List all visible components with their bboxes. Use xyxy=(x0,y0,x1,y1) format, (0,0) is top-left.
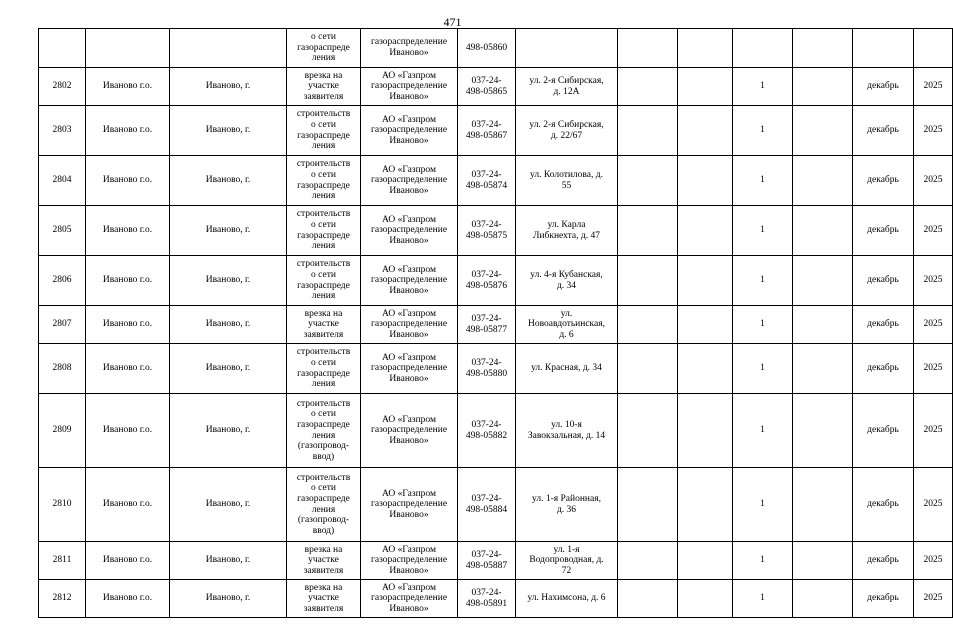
code-cell xyxy=(458,394,516,468)
district-cell: Иваново г.о. xyxy=(86,68,170,106)
owner-cell-line: газораспределение xyxy=(370,425,448,436)
code-cell-line: 037-24- xyxy=(471,169,502,180)
year-cell: 2025 xyxy=(914,394,953,468)
owner-cell-line: АО «Газпром xyxy=(381,114,436,125)
owner-cell xyxy=(361,344,458,394)
owner-cell xyxy=(361,306,458,344)
work-type-cell-line: ввод) xyxy=(312,525,335,536)
empty-cell xyxy=(793,394,853,468)
work-type-cell-line: о сети xyxy=(311,269,336,280)
address-cell xyxy=(516,68,618,106)
address-cell-line: ул. 1-я xyxy=(553,544,580,555)
empty-cell xyxy=(678,394,733,468)
empty-cell xyxy=(678,256,733,306)
owner-cell-line: Иваново» xyxy=(389,603,429,614)
owner-cell-line: Иваново» xyxy=(389,285,429,296)
year-cell: 2025 xyxy=(914,468,953,542)
owner-cell xyxy=(361,542,458,580)
month-cell: декабрь xyxy=(853,344,914,394)
work-type-cell xyxy=(287,394,361,468)
work-type-cell-line: о сети xyxy=(311,169,336,180)
empty-cell xyxy=(793,106,853,156)
count-cell: 1 xyxy=(733,580,793,618)
code-cell xyxy=(458,306,516,344)
owner-cell-line: газораспределение xyxy=(370,593,448,604)
owner-cell xyxy=(361,29,458,68)
address-cell-line: ул. 2-я Сибирская, xyxy=(529,119,604,130)
empty-cell xyxy=(678,156,733,206)
work-type-cell-line: (газопровод- xyxy=(297,515,350,526)
table-row xyxy=(39,256,953,306)
owner-cell-line: газораспределение xyxy=(370,319,448,330)
address-cell-line: д. 34 xyxy=(556,280,577,291)
code-cell-line: 498-05877 xyxy=(465,324,508,335)
empty-cell xyxy=(793,206,853,256)
owner-cell-line: Иваново» xyxy=(389,329,429,340)
month-cell: декабрь xyxy=(853,580,914,618)
locality-cell: Иваново, г. xyxy=(170,68,287,106)
work-type-cell-line: врезка на xyxy=(304,544,343,555)
work-type-cell-line: строительств xyxy=(296,259,351,270)
empty-cell xyxy=(618,156,678,206)
locality-cell: Иваново, г. xyxy=(170,542,287,580)
code-cell-line: 037-24- xyxy=(471,419,502,430)
address-cell xyxy=(516,206,618,256)
owner-cell-line: Иваново» xyxy=(389,435,429,446)
work-type-cell-line: ления xyxy=(311,141,336,152)
table-row xyxy=(39,206,953,256)
locality-cell: Иваново, г. xyxy=(170,580,287,618)
work-type-cell-line: о сети xyxy=(311,483,336,494)
locality-cell: Иваново, г. xyxy=(170,394,287,468)
code-cell-line: 498-05884 xyxy=(465,504,508,515)
district-cell: Иваново г.о. xyxy=(86,206,170,256)
empty-cell xyxy=(678,68,733,106)
work-type-cell-line: ления xyxy=(311,430,336,441)
empty-cell xyxy=(793,256,853,306)
work-type-cell-line: ления xyxy=(311,291,336,302)
row-number-cell: 2812 xyxy=(39,580,86,618)
owner-cell-line: газораспределение xyxy=(370,125,448,136)
address-cell-line: 72 xyxy=(561,565,572,576)
owner-cell xyxy=(361,580,458,618)
owner-cell-line: АО «Газпром xyxy=(381,264,436,275)
empty-cell xyxy=(618,306,678,344)
table-row xyxy=(39,344,953,394)
code-cell xyxy=(458,542,516,580)
count-cell: 1 xyxy=(733,106,793,156)
month-cell: декабрь xyxy=(853,256,914,306)
table-row xyxy=(39,29,953,68)
work-type-cell-line: о сети xyxy=(311,119,336,130)
work-type-cell-line: газораспреде xyxy=(297,280,350,291)
empty-cell xyxy=(618,206,678,256)
owner-cell-line: Иваново» xyxy=(389,373,429,384)
address-cell-line: ул. 2-я Сибирская, xyxy=(529,75,604,86)
month-cell: декабрь xyxy=(853,206,914,256)
work-type-cell-line: заявителя xyxy=(303,329,344,340)
address-cell-line: ул. xyxy=(560,308,573,319)
year-cell: 2025 xyxy=(914,206,953,256)
code-cell-line: 498-05880 xyxy=(465,368,508,379)
empty-cell xyxy=(678,580,733,618)
table-row xyxy=(39,542,953,580)
work-type-cell-line: заявителя xyxy=(303,91,344,102)
work-type-cell-line: газораспреде xyxy=(297,368,350,379)
code-cell-line: 498-05876 xyxy=(465,280,508,291)
row-number-cell: 2804 xyxy=(39,156,86,206)
address-cell-line: Новоавдотьинская, xyxy=(527,319,605,330)
work-type-cell xyxy=(287,68,361,106)
code-cell-line: 498-05874 xyxy=(465,180,508,191)
table-row xyxy=(39,156,953,206)
work-type-cell xyxy=(287,106,361,156)
address-cell xyxy=(516,156,618,206)
code-cell-line: 498-05882 xyxy=(465,430,508,441)
owner-cell xyxy=(361,68,458,106)
address-cell-line: Либкнехта, д. 47 xyxy=(533,230,600,241)
work-type-cell-line: заявителя xyxy=(303,603,344,614)
code-cell-line: 498-05860 xyxy=(465,42,508,53)
registry-body xyxy=(39,29,953,618)
code-cell-line: 037-24- xyxy=(471,269,502,280)
owner-cell-line: Иваново» xyxy=(389,235,429,246)
owner-cell-line: АО «Газпром xyxy=(381,544,436,555)
year-cell: 2025 xyxy=(914,68,953,106)
code-cell-line: 037-24- xyxy=(471,313,502,324)
empty-cell xyxy=(618,256,678,306)
code-cell xyxy=(458,344,516,394)
locality-cell: Иваново, г. xyxy=(170,156,287,206)
month-cell: декабрь xyxy=(853,394,914,468)
count-cell: 1 xyxy=(733,156,793,206)
address-cell-line: ул. 1-я Районная, xyxy=(532,493,601,504)
address-cell-line: д. 36 xyxy=(556,504,577,515)
empty-cell xyxy=(618,29,678,68)
row-number-cell: 2803 xyxy=(39,106,86,156)
table-row xyxy=(39,306,953,344)
address-cell xyxy=(516,542,618,580)
work-type-cell xyxy=(287,206,361,256)
owner-cell-line: АО «Газпром xyxy=(381,214,436,225)
page-number: 471 xyxy=(443,15,462,29)
work-type-cell-line: участке xyxy=(308,555,339,566)
address-cell xyxy=(516,256,618,306)
work-type-cell-line: (газопровод- xyxy=(297,441,350,452)
locality-cell: Иваново, г. xyxy=(170,206,287,256)
work-type-cell-line: газораспреде xyxy=(297,419,350,430)
empty-cell xyxy=(618,468,678,542)
empty-cell xyxy=(678,344,733,394)
work-type-cell xyxy=(287,344,361,394)
owner-cell xyxy=(361,468,458,542)
work-type-cell-line: врезка на xyxy=(304,70,343,81)
month-cell: декабрь xyxy=(853,468,914,542)
owner-cell-line: газораспределение xyxy=(370,499,448,510)
month-cell: декабрь xyxy=(853,156,914,206)
owner-cell-line: Иваново» xyxy=(389,509,429,520)
code-cell-line: 498-05875 xyxy=(465,230,508,241)
owner-cell-line: АО «Газпром xyxy=(381,414,436,425)
count-cell xyxy=(733,29,793,68)
table-row xyxy=(39,468,953,542)
locality-cell: Иваново, г. xyxy=(170,468,287,542)
month-cell: декабрь xyxy=(853,306,914,344)
work-type-cell-line: врезка на xyxy=(304,308,343,319)
address-cell xyxy=(516,106,618,156)
empty-cell xyxy=(678,29,733,68)
empty-cell xyxy=(618,106,678,156)
address-cell-line: ул. Красная, д. 34 xyxy=(531,363,602,374)
owner-cell-line: Иваново» xyxy=(389,91,429,102)
year-cell: 2025 xyxy=(914,306,953,344)
empty-cell xyxy=(793,542,853,580)
code-cell-line: 037-24- xyxy=(471,587,502,598)
owner-cell-line: газораспределение xyxy=(370,555,448,566)
work-type-cell xyxy=(287,542,361,580)
empty-cell xyxy=(678,206,733,256)
code-cell xyxy=(458,106,516,156)
work-type-cell-line: газораспреде xyxy=(297,493,350,504)
empty-cell xyxy=(618,68,678,106)
code-cell xyxy=(458,256,516,306)
work-type-cell-line: ления xyxy=(311,504,336,515)
work-type-cell-line: строительств xyxy=(296,109,351,120)
code-cell-line: 037-24- xyxy=(471,75,502,86)
code-cell xyxy=(458,206,516,256)
code-cell-line: 498-05887 xyxy=(465,560,508,571)
address-cell-line: ул. Карла xyxy=(547,219,586,230)
work-type-cell-line: ввод) xyxy=(312,451,335,462)
registry-table xyxy=(38,28,953,618)
work-type-cell xyxy=(287,580,361,618)
code-cell-line: 037-24- xyxy=(471,357,502,368)
empty-cell xyxy=(678,468,733,542)
empty-cell xyxy=(618,394,678,468)
row-number-cell: 2811 xyxy=(39,542,86,580)
owner-cell xyxy=(361,206,458,256)
work-type-cell xyxy=(287,468,361,542)
row-number-cell: 2806 xyxy=(39,256,86,306)
year-cell: 2025 xyxy=(914,256,953,306)
district-cell: Иваново г.о. xyxy=(86,344,170,394)
work-type-cell-line: газораспреде xyxy=(297,180,350,191)
work-type-cell-line: о сети xyxy=(311,32,336,43)
code-cell-line: 498-05867 xyxy=(465,130,508,141)
empty-cell xyxy=(678,306,733,344)
row-number-cell: 2808 xyxy=(39,344,86,394)
address-cell-line: ул. 10-я xyxy=(551,419,582,430)
year-cell: 2025 xyxy=(914,580,953,618)
code-cell xyxy=(458,468,516,542)
work-type-cell-line: строительств xyxy=(296,398,351,409)
address-cell-line: 55 xyxy=(561,180,572,191)
address-cell xyxy=(516,394,618,468)
empty-cell xyxy=(793,468,853,542)
work-type-cell-line: участке xyxy=(308,319,339,330)
address-cell xyxy=(516,29,618,68)
month-cell: декабрь xyxy=(853,68,914,106)
district-cell: Иваново г.о. xyxy=(86,542,170,580)
locality-cell: Иваново, г. xyxy=(170,106,287,156)
code-cell-line: 498-05865 xyxy=(465,86,508,97)
district-cell xyxy=(86,29,170,68)
owner-cell-line: газораспределение xyxy=(370,275,448,286)
work-type-cell-line: ления xyxy=(311,53,336,64)
owner-cell-line: газораспределение xyxy=(370,81,448,92)
locality-cell xyxy=(170,29,287,68)
owner-cell-line: АО «Газпром xyxy=(381,164,436,175)
owner-cell-line: Иваново» xyxy=(389,565,429,576)
empty-cell xyxy=(618,344,678,394)
count-cell: 1 xyxy=(733,394,793,468)
work-type-cell-line: участке xyxy=(308,593,339,604)
address-cell-line: Завокзальная, д. 14 xyxy=(527,430,606,441)
address-cell xyxy=(516,468,618,542)
address-cell-line: ул. Колотилова, д. xyxy=(530,169,603,180)
owner-cell-line: Иваново» xyxy=(389,135,429,146)
district-cell: Иваново г.о. xyxy=(86,468,170,542)
empty-cell xyxy=(793,344,853,394)
district-cell: Иваново г.о. xyxy=(86,156,170,206)
count-cell: 1 xyxy=(733,344,793,394)
work-type-cell-line: строительств xyxy=(296,209,351,220)
code-cell-line: 037-24- xyxy=(471,549,502,560)
code-cell-line: 037-24- xyxy=(471,493,502,504)
address-cell xyxy=(516,306,618,344)
district-cell: Иваново г.о. xyxy=(86,394,170,468)
year-cell: 2025 xyxy=(914,106,953,156)
count-cell: 1 xyxy=(733,256,793,306)
work-type-cell-line: строительств xyxy=(296,347,351,358)
locality-cell: Иваново, г. xyxy=(170,256,287,306)
month-cell: декабрь xyxy=(853,542,914,580)
work-type-cell-line: ления xyxy=(311,379,336,390)
work-type-cell-line: заявителя xyxy=(303,565,344,576)
work-type-cell-line: строительств xyxy=(296,159,351,170)
work-type-cell xyxy=(287,156,361,206)
address-cell-line: Водопроводная, д. xyxy=(529,555,604,566)
district-cell: Иваново г.о. xyxy=(86,306,170,344)
owner-cell-line: АО «Газпром xyxy=(381,352,436,363)
work-type-cell xyxy=(287,306,361,344)
address-cell-line: ул. 4-я Кубанская, xyxy=(530,269,603,280)
owner-cell xyxy=(361,394,458,468)
address-cell-line: д. 12А xyxy=(553,86,580,97)
work-type-cell xyxy=(287,256,361,306)
work-type-cell-line: ления xyxy=(311,191,336,202)
work-type-cell-line: о сети xyxy=(311,219,336,230)
work-type-cell-line: участке xyxy=(308,81,339,92)
table-row xyxy=(39,580,953,618)
row-number-cell: 2805 xyxy=(39,206,86,256)
row-number-cell: 2802 xyxy=(39,68,86,106)
owner-cell xyxy=(361,156,458,206)
empty-cell xyxy=(793,306,853,344)
row-number-cell: 2809 xyxy=(39,394,86,468)
owner-cell-line: АО «Газпром xyxy=(381,582,436,593)
month-cell: декабрь xyxy=(853,106,914,156)
code-cell xyxy=(458,29,516,68)
code-cell xyxy=(458,156,516,206)
empty-cell xyxy=(618,580,678,618)
count-cell: 1 xyxy=(733,206,793,256)
code-cell-line: 498-05891 xyxy=(465,598,508,609)
owner-cell-line: Иваново» xyxy=(389,185,429,196)
district-cell: Иваново г.о. xyxy=(86,580,170,618)
row-number-cell: 2807 xyxy=(39,306,86,344)
work-type-cell-line: строительств xyxy=(296,472,351,483)
address-cell xyxy=(516,580,618,618)
count-cell: 1 xyxy=(733,306,793,344)
year-cell: 2025 xyxy=(914,344,953,394)
owner-cell-line: АО «Газпром xyxy=(381,488,436,499)
owner-cell-line: газораспределение xyxy=(370,37,448,48)
owner-cell xyxy=(361,106,458,156)
code-cell xyxy=(458,68,516,106)
empty-cell xyxy=(618,542,678,580)
owner-cell-line: газораспределение xyxy=(370,363,448,374)
work-type-cell-line: газораспреде xyxy=(297,42,350,53)
address-cell-line: д. 22/67 xyxy=(550,130,583,141)
empty-cell xyxy=(793,580,853,618)
locality-cell: Иваново, г. xyxy=(170,344,287,394)
work-type-cell-line: газораспреде xyxy=(297,130,350,141)
work-type-cell-line: о сети xyxy=(311,409,336,420)
year-cell xyxy=(914,29,953,68)
owner-cell xyxy=(361,256,458,306)
address-cell-line: ул. Нахимсона, д. 6 xyxy=(527,593,606,604)
month-cell xyxy=(853,29,914,68)
empty-cell xyxy=(793,29,853,68)
owner-cell-line: АО «Газпром xyxy=(381,308,436,319)
empty-cell xyxy=(793,156,853,206)
address-cell-line: д. 6 xyxy=(559,329,574,340)
count-cell: 1 xyxy=(733,542,793,580)
work-type-cell-line: врезка на xyxy=(304,582,343,593)
owner-cell-line: газораспределение xyxy=(370,225,448,236)
work-type-cell-line: газораспреде xyxy=(297,230,350,241)
locality-cell: Иваново, г. xyxy=(170,306,287,344)
table-row xyxy=(39,394,953,468)
count-cell: 1 xyxy=(733,468,793,542)
district-cell: Иваново г.о. xyxy=(86,256,170,306)
code-cell-line: 037-24- xyxy=(471,119,502,130)
count-cell: 1 xyxy=(733,68,793,106)
empty-cell xyxy=(678,106,733,156)
owner-cell-line: АО «Газпром xyxy=(381,70,436,81)
owner-cell-line: газораспределение xyxy=(370,175,448,186)
code-cell-line: 037-24- xyxy=(471,219,502,230)
work-type-cell-line: ления xyxy=(311,241,336,252)
empty-cell xyxy=(793,68,853,106)
owner-cell-line: Иваново» xyxy=(389,48,429,58)
code-cell xyxy=(458,580,516,618)
table-row xyxy=(39,106,953,156)
year-cell: 2025 xyxy=(914,542,953,580)
address-cell xyxy=(516,344,618,394)
empty-cell xyxy=(678,542,733,580)
year-cell: 2025 xyxy=(914,156,953,206)
row-number-cell xyxy=(39,29,86,68)
work-type-cell xyxy=(287,29,361,68)
table-row xyxy=(39,68,953,106)
row-number-cell: 2810 xyxy=(39,468,86,542)
work-type-cell-line: о сети xyxy=(311,357,336,368)
district-cell: Иваново г.о. xyxy=(86,106,170,156)
